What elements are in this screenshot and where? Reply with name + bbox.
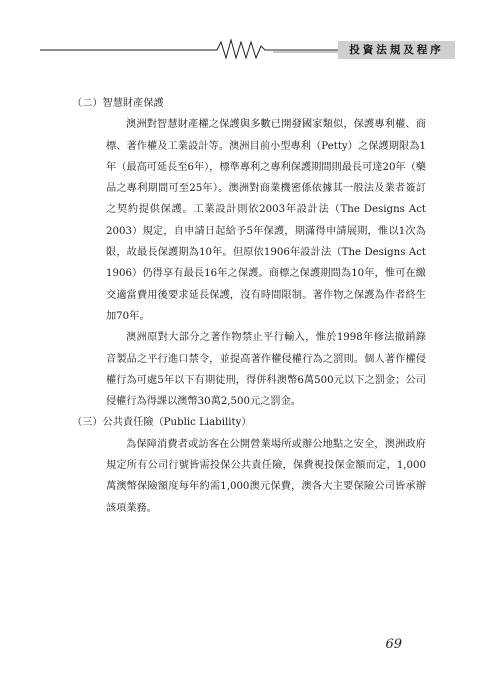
section-heading-public-liability: （三）公共責任險（Public Liability） <box>72 417 252 429</box>
paragraph-ip-overview: 澳洲對智慧財產權之保護與多數已開發國家類似，保護專利權、商標、著作權及工業設計等。澳洲目前小型專利（Petty）之保護期限為1年（最高可延長至6年），標準專利之專利保護期間則最長可達20年（藥品之專利期間可至25年）。澳洲對商業機密係依據其一般法及業者簽訂之契約提供保護。工業設計則依2003年設計法（The Designs Act 2003）規定，自申請日起給予5年保護，期滿得申請展期，惟以1次為限，故最長保護期為10年。但原依1906年設計法（The Designs Act 1906）仍得享有最長16年之保護。商標之保護期間為10年，惟可在繳交適當費用後要求延長保護，沒有時間限制。著作物之保護為作者終生加70年。 <box>106 119 426 322</box>
paragraph-public-liability: 為保障消費者或訪客在公開營業場所或辦公地點之安全，澳洲政府規定所有公司行號皆需投保公共責任險，保費視投保金額而定，1,000萬澳幣保險額度每年約需1,000澳元保費，澳各大主要保險公司皆承辦該項業務。 <box>106 438 426 514</box>
page-body <box>72 93 426 519</box>
running-header <box>40 36 455 66</box>
page-number: 69 <box>385 637 402 652</box>
section-heading-ip-protection: （二）智慧財產保護 <box>72 98 164 109</box>
paragraph-parallel-import: 澳洲原對大部分之著作物禁止平行輸入，惟於1998年修法撤銷錄音製品之平行進口禁令，並提高著作權侵權行為之罰則。個人著作權侵權行為可處5年以下有期徒刑，得併科澳幣6萬500元以下之罰金；公司侵權行為得課以澳幣30萬2,500元之罰金。 <box>106 332 426 408</box>
header-title: 投資法規及程序 <box>349 44 444 56</box>
